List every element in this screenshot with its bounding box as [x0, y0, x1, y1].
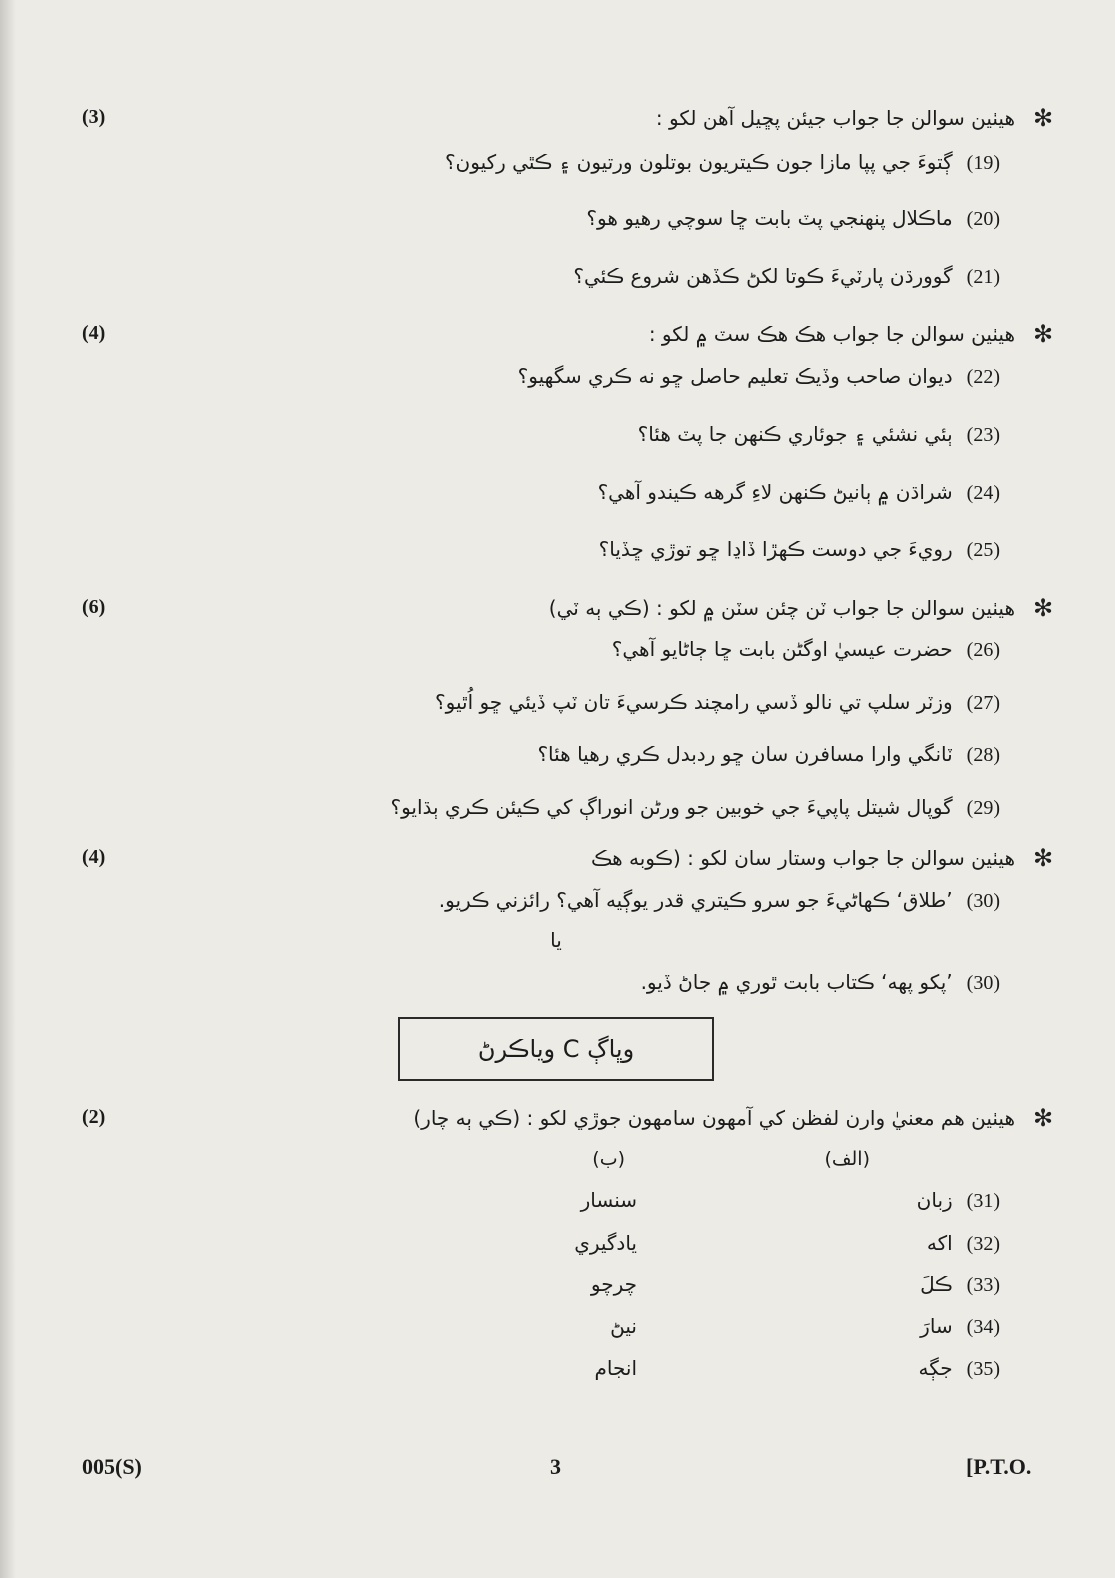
word-b-31: سنسار	[580, 1188, 637, 1212]
question-number: (27)	[966, 692, 1000, 714]
column-head-b: (ب)	[592, 1148, 625, 1170]
question-number: (23)	[966, 424, 1000, 446]
question-number: (19)	[966, 152, 1000, 174]
question-text: شراڌن ۾ ٻانيڻ ڪنهن لاءِ گرهه ڪيندو آهي؟	[597, 480, 953, 504]
question-22	[518, 364, 1000, 389]
question-number: (26)	[966, 639, 1000, 661]
asterisk-icon: ✻	[1032, 594, 1054, 622]
word-a-31	[917, 1188, 1000, 1213]
question-number: (28)	[966, 744, 1000, 766]
question-26	[612, 637, 1000, 662]
question-28	[537, 742, 1000, 767]
asterisk-icon: ✻	[1032, 844, 1054, 872]
question-text: ڳتوءَ جي پپا مازا جون ڪيتريون بوتلون ورتيون ۽ ڪٿي رکيون؟	[444, 150, 953, 174]
question-text: ’طلاق‘ ڪهاڻيءَ جو سرو ڪيتري قدر يوڳيه آهي؟ رائزني ڪريو.	[438, 888, 953, 912]
question-24	[598, 480, 1000, 505]
paper-code: 005(S)	[82, 1454, 142, 1479]
page-left-edge-shadow	[0, 0, 16, 1578]
question-text: ’پکو پهه‘ ڪتاب بابت ٿوري ۾ جاڻ ڏيو.	[640, 970, 953, 994]
section-1-instruction: هيٺين سوالن جا جواب جيئن پڇيل آهن لکو :	[655, 106, 1015, 130]
asterisk-icon: ✻	[1032, 1104, 1054, 1132]
item-number: (33)	[966, 1274, 1000, 1296]
question-text: حضرت عيسيٰ اوگڻن بابت ڇا ڄاڻايو آهي؟	[611, 637, 953, 661]
item-number: (35)	[966, 1358, 1000, 1380]
vocab-instruction: هيٺين هم معنيٰ وارن لفظن کي آمهون سامهون جوڙي لکو : (ڪي ٻه چار)	[413, 1106, 1015, 1130]
question-23	[638, 422, 1000, 447]
word-b-32: يادگيري	[574, 1231, 637, 1255]
question-19	[445, 150, 1000, 175]
question-number: (24)	[966, 482, 1000, 504]
asterisk-icon: ✻	[1032, 320, 1054, 348]
question-number: (25)	[966, 539, 1000, 561]
word-a: سارَ	[920, 1314, 953, 1338]
marks-section-2: (4)	[82, 322, 106, 344]
word-a-33	[920, 1272, 1000, 1297]
question-text: ٽانگي وارا مسافرن سان ڇو ردبدل ڪري رهيا هئا؟	[537, 742, 953, 766]
word-b-33: چرچو	[590, 1272, 637, 1296]
column-head-a: (الف)	[824, 1148, 870, 1170]
question-21	[573, 264, 1000, 289]
question-text: گوپال شيتل پاپيءَ جي خوبين جو ورڻن انوراڳ کي ڪيئن ڪري ٻڌايو؟	[390, 795, 953, 819]
item-number: (34)	[966, 1316, 1000, 1338]
word-a: زبان	[916, 1188, 953, 1212]
marks-section-vocab: (2)	[82, 1106, 106, 1128]
page-number: 3	[550, 1454, 561, 1479]
asterisk-icon: ✻	[1032, 104, 1054, 132]
question-30b	[641, 970, 1000, 995]
question-number: (20)	[966, 208, 1000, 230]
section-c-heading-box: وڀاڳ C وياڪرڻ	[398, 1017, 714, 1081]
question-number: (21)	[966, 266, 1000, 288]
marks-section-1: (3)	[82, 106, 106, 128]
item-number: (31)	[966, 1190, 1000, 1212]
section-4-instruction: هيٺين سوالن جا جواب وستار سان لکو : (ڪوبه هڪ	[591, 846, 1015, 870]
question-text: وزٽر سلپ تي نالو ڏسي رامچند ڪرسيءَ تان ٽپ ڏيئي ڇو اُٿيو؟	[435, 690, 953, 714]
word-a-32	[927, 1231, 1000, 1256]
question-text: ٻئي نشئي ۽ جوئاري ڪنهن جا پٽ هئا؟	[637, 422, 953, 446]
marks-section-4: (4)	[82, 846, 106, 868]
question-27	[435, 690, 1000, 715]
section-2-instruction: هيٺين سوالن جا جواب هڪ هڪ سٽ ۾ لکو :	[648, 322, 1015, 346]
word-a-35	[919, 1356, 1000, 1381]
item-number: (32)	[966, 1233, 1000, 1255]
question-25	[599, 537, 1000, 562]
word-a: ڪلَ	[920, 1272, 953, 1296]
question-number: (30)	[966, 890, 1000, 912]
word-b-35: انجام	[594, 1356, 637, 1380]
marks-section-3: (6)	[82, 596, 106, 618]
question-30a	[439, 888, 1000, 913]
question-text: ديوان صاحب وڏيڪ تعليم حاصل ڇو نه ڪري سگهيو؟	[517, 364, 953, 388]
word-a: اکه	[926, 1231, 953, 1255]
word-a-34	[920, 1314, 1000, 1339]
word-a: جڳه	[918, 1356, 953, 1380]
word-b-34: نيڻ	[610, 1314, 637, 1338]
section-3-instruction: هيٺين سوالن جا جواب ٽن چئن سٽن ۾ لکو : (ڪي ٻه ٽي)	[548, 596, 1015, 620]
question-number: (29)	[966, 797, 1000, 819]
question-20	[586, 206, 1000, 231]
or-label: يا	[550, 928, 562, 952]
question-text: ماڪلال پنهنجي پٽ بابت ڇا سوچي رهيو هو؟	[586, 206, 953, 230]
question-text: گوورڌن پارٽيءَ ڪوتا لکڻ ڪڏهن شروع ڪئي؟	[573, 264, 953, 288]
question-number: (22)	[966, 366, 1000, 388]
question-text: رويءَ جي دوست ڪهڙا ڏاڍا ڇو توڙي ڇڏيا؟	[598, 537, 953, 561]
question-29	[390, 795, 1000, 820]
question-number: (30)	[966, 972, 1000, 994]
pto-label: [P.T.O.	[966, 1454, 1032, 1479]
